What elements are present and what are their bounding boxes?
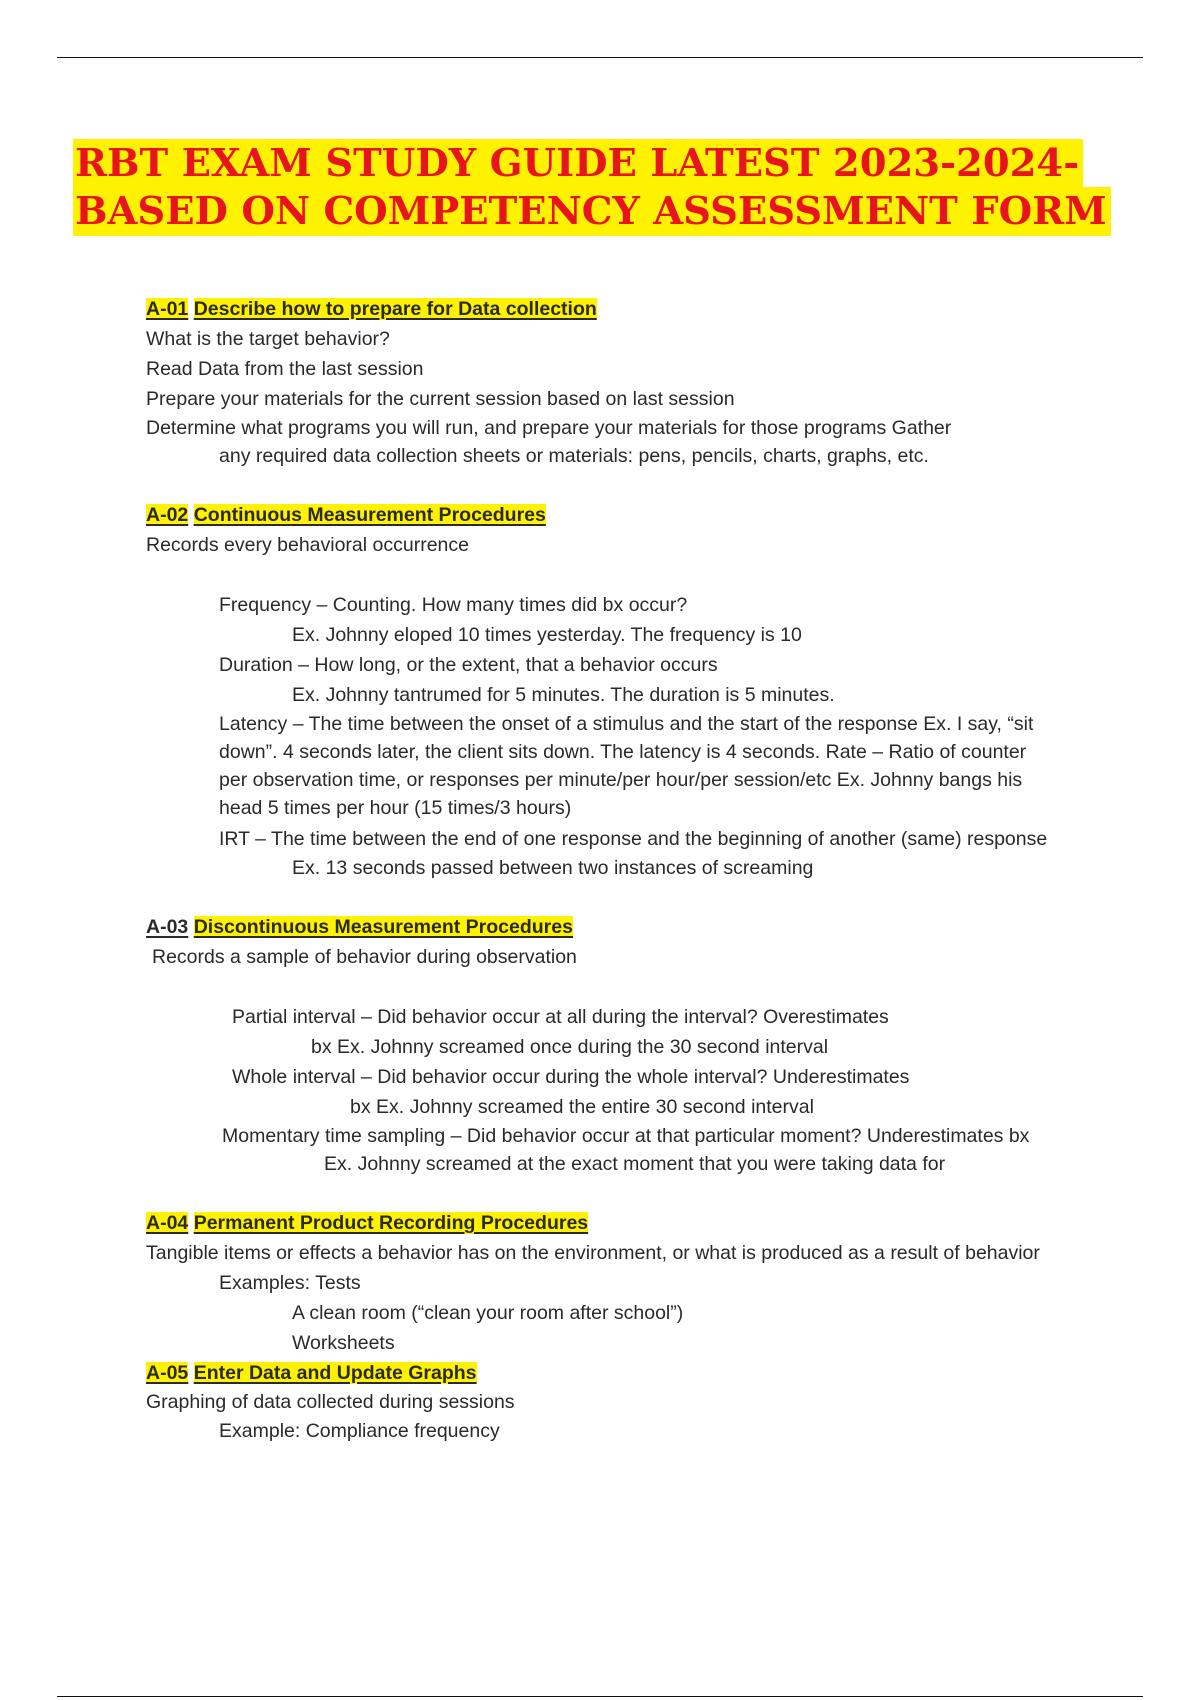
section-code: A-01	[146, 298, 189, 320]
example-line: Ex. Johnny tantrumed for 5 minutes. The duration is 5 minutes.	[292, 684, 835, 706]
section-title: Enter Data and Update Graphs	[193, 1362, 477, 1384]
section-title: Continuous Measurement Procedures	[193, 504, 546, 526]
section-heading	[146, 294, 1146, 324]
section-a04	[146, 1208, 1146, 1358]
section-a03	[146, 912, 1146, 1178]
section-title: Discontinuous Measurement Procedures	[193, 916, 573, 938]
text-line: Partial interval – Did behavior occur at all during the interval? Overestimates	[232, 1006, 889, 1028]
text-line: What is the target behavior?	[146, 328, 390, 350]
example-line: Ex. Johnny eloped 10 times yesterday. The frequency is 10	[292, 624, 802, 646]
section-title: Describe how to prepare for Data collection	[193, 298, 597, 320]
text-line: Duration – How long, or the extent, that a behavior occurs	[219, 654, 718, 676]
top-rule	[57, 57, 1143, 58]
document-body	[146, 294, 1146, 1446]
section-a02	[146, 500, 1146, 882]
text-line: Determine what programs you will run, and prepare your materials for those programs Gather	[146, 417, 952, 439]
text-line: Example: Compliance frequency	[219, 1420, 500, 1442]
title-line-2: BASED ON COMPETENCY ASSESSMENT FORM	[73, 187, 1111, 236]
section-title: Permanent Product Recording Procedures	[193, 1212, 589, 1234]
document-title	[73, 140, 1111, 236]
text-line: Momentary time sampling – Did behavior occur at that particular moment? Underestimates bx	[222, 1125, 1030, 1147]
example-line: Worksheets	[292, 1332, 395, 1354]
section-a05	[146, 1358, 1146, 1446]
section-heading	[146, 1208, 1146, 1238]
section-heading	[146, 1358, 1146, 1388]
text-line: Tangible items or effects a behavior has on the environment, or what is produced as a result of behavior	[146, 1242, 1040, 1264]
section-a01	[146, 294, 1146, 470]
example-line: Ex. Johnny screamed at the exact moment that you were taking data for	[324, 1153, 946, 1175]
text-line: Records a sample of behavior during observation	[152, 946, 577, 968]
text-line: Read Data from the last session	[146, 358, 424, 380]
section-code: A-05	[146, 1362, 189, 1384]
text-line: Graphing of data collected during sessions	[146, 1391, 515, 1413]
example-line: A clean room (“clean your room after school”)	[292, 1302, 684, 1324]
section-code: A-03	[146, 916, 189, 938]
text-line: Whole interval – Did behavior occur during the whole interval? Underestimates	[232, 1066, 910, 1088]
bottom-rule	[57, 1696, 1143, 1697]
text-line: IRT – The time between the end of one response and the beginning of another (same) response	[219, 828, 1048, 850]
example-line: bx Ex. Johnny screamed once during the 30 second interval	[311, 1036, 829, 1058]
title-line-1: RBT EXAM STUDY GUIDE LATEST 2023-2024-	[73, 139, 1083, 188]
section-code: A-02	[146, 504, 189, 526]
text-line: Frequency – Counting. How many times did bx occur?	[219, 594, 688, 616]
section-heading	[146, 912, 1146, 942]
text-paragraph: Latency – The time between the onset of a stimulus and the start of the response Ex. I say, “sit down”. 4 seconds later, the client sits down. The latency is 4 seconds. Rate – Ratio of counter per observation time, or responses per minute/per hour/per session/etc Ex. Johnny bangs his head 5 times per hour (15 times/3 hours)	[219, 713, 1034, 819]
section-heading	[146, 500, 1146, 530]
example-line: Ex. 13 seconds passed between two instances of screaming	[292, 857, 814, 879]
text-line: Prepare your materials for the current session based on last session	[146, 388, 735, 410]
text-line: Records every behavioral occurrence	[146, 534, 469, 556]
text-line: Examples: Tests	[219, 1272, 361, 1294]
example-line: bx Ex. Johnny screamed the entire 30 second interval	[350, 1096, 814, 1118]
section-code: A-04	[146, 1212, 189, 1234]
text-line: any required data collection sheets or materials: pens, pencils, charts, graphs, etc.	[219, 445, 929, 467]
